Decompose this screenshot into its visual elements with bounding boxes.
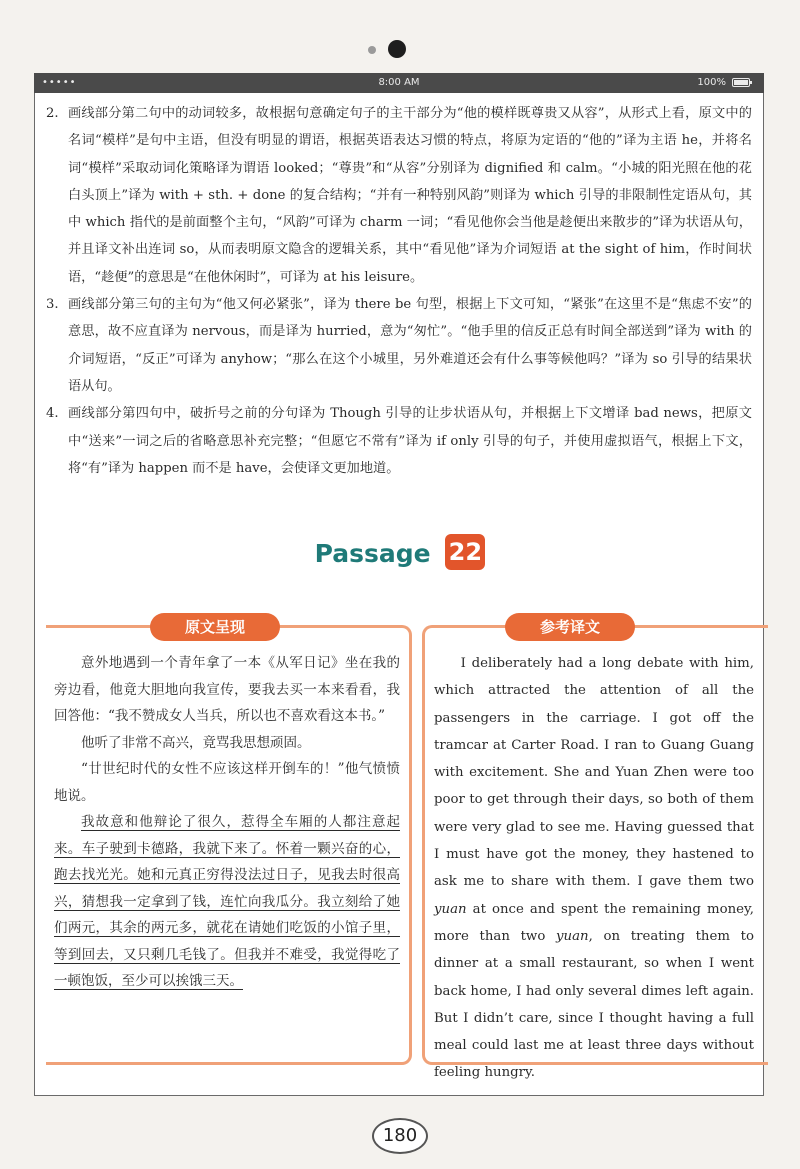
note-item xyxy=(46,400,752,482)
translation-paragraph xyxy=(434,650,754,1087)
note-text: 画线部分第二句中的动词较多，故根据句意确定句子的主干部分为“他的模样既尊贵又从容”，从形式上看，原文中的名词“模样”是句中主语，但没有明显的谓语，根据英语表达习惯的特点，将原为定语的“他的”译为主语 he，并将名词“模样”采取动词化策略译为谓语 looked；“尊贵”和“从容”分别译为 dignified 和 calm。“小城的阳光照在他的花白头顶上”译为 with + sth. + done 的复合结构；“并有一种特别风韵”则译为 which 引导的非限制性定语从句，其中 which 指代的是前面整个主句，“风韵”可译为 charm 一词；“看见他你会当他是趁便出来散步的”译为状语从句，并且译文补出连词 so，从而表明原文隐含的逻辑关系，其中“看见他”译为介词短语 at the sight of him，作时间状语，“趁便”的意思是“在他休闲时”，可译为 at his leisure。 xyxy=(68,106,752,285)
original-paragraph: 他听了非常不高兴，竟骂我思想顽固。 xyxy=(81,734,311,751)
original-text-header: 原文呈现 xyxy=(150,613,280,641)
currency-term: yuan xyxy=(434,901,467,917)
translation-segment: I deliberately had a long debate with him, which attracted the attention of all the passengers in the carriage. I got off the tramcar at Carter Road. I ran to Guang Guang with excitement. She and Yuan Zhen were too poor to get through their days, so both of them were very glad to see me. Having guessed that I must have got the money, they hastened to ask me to share with them. I gave them two xyxy=(434,656,754,890)
notes-section xyxy=(46,100,752,482)
translation-segment: , on treating them to dinner at a small restaurant, so when I went back home, I had only several dimes left again. But I didn’t care, since I thought having a full meal could last me at least three days without feeling hungry. xyxy=(434,928,755,1081)
battery-level: 100% xyxy=(697,77,726,88)
note-text: 画线部分第三句的主句为“他又何必紧张”，译为 there be 句型，根据上下文可知，“紧张”在这里不是“焦虑不安”的意思，故不应直译为 nervous，而是译为 hurried，意为“匆忙”。“他手里的信反正总有时间全部送到”译为 with 的介词短语，“反正”可译为 anyhow；“那么在这个小城里，另外难道还会有什么事等候他吗？”译为 so 引导的结果状语从句。 xyxy=(68,297,752,394)
page-dot-inactive[interactable] xyxy=(368,46,376,54)
currency-term: yuan xyxy=(556,928,589,944)
note-number: 4. xyxy=(46,406,59,422)
signal-icon: ••••• xyxy=(42,77,77,88)
passage-heading xyxy=(0,537,800,573)
passage-number-badge: 22 xyxy=(445,534,485,570)
underlined-paragraph: 我故意和他辩论了很久，惹得全车厢的人都注意起来。车子驶到卡德路，我就下来了。怀着一颗兴奋的心，跑去找光光。她和元真正穷得没法过日子，见我去时很高兴，猜想我一定拿到了钱，连忙向我瓜分。我立刻给了她们两元，其余的两元多，就花在请她们吃饭的小馆子里，等到回去，又只剩几毛钱了。但我并不难受，我觉得吃了一顿饱饭，至少可以挨饿三天。 xyxy=(54,814,400,989)
battery-icon xyxy=(732,78,750,87)
status-bar xyxy=(34,73,764,93)
status-time: 8:00 AM xyxy=(378,77,420,88)
note-number: 3. xyxy=(46,297,59,313)
translation-header: 参考译文 xyxy=(505,613,635,641)
note-item xyxy=(46,100,752,291)
note-number: 2. xyxy=(46,106,59,121)
translation-body xyxy=(434,650,754,1087)
note-text: 画线部分第四句中，破折号之前的分句译为 Though 引导的让步状语从句，并根据上下文增译 bad news，把原文中“送来”一词之后的省略意思补充完整；“但愿它不常有”译为 if only 引导的句子，并使用虚拟语气，根据上下文，将“有”译为 happen 而不是 have，会使译文更加地道。 xyxy=(68,406,752,476)
original-text-body xyxy=(54,650,400,995)
page-dot-active[interactable] xyxy=(388,40,406,58)
original-paragraph: “廿世纪时代的女性不应该这样开倒车的！”他气愤愤地说。 xyxy=(54,761,400,804)
page-number: 180 xyxy=(372,1118,428,1154)
original-paragraph: 意外地遇到一个青年拿了一本《从军日记》坐在我的旁边看，他竟大胆地向我宣传，要我去买一本来看看，我回答他：“我不赞成女人当兵，所以也不喜欢看这本书。” xyxy=(54,655,400,724)
page-indicator xyxy=(360,38,420,62)
note-item xyxy=(46,291,752,400)
page-number-badge xyxy=(372,1118,428,1154)
translation-segment: at once and spent the remaining money, more than two xyxy=(434,901,754,944)
passage-label: Passage xyxy=(314,539,431,568)
